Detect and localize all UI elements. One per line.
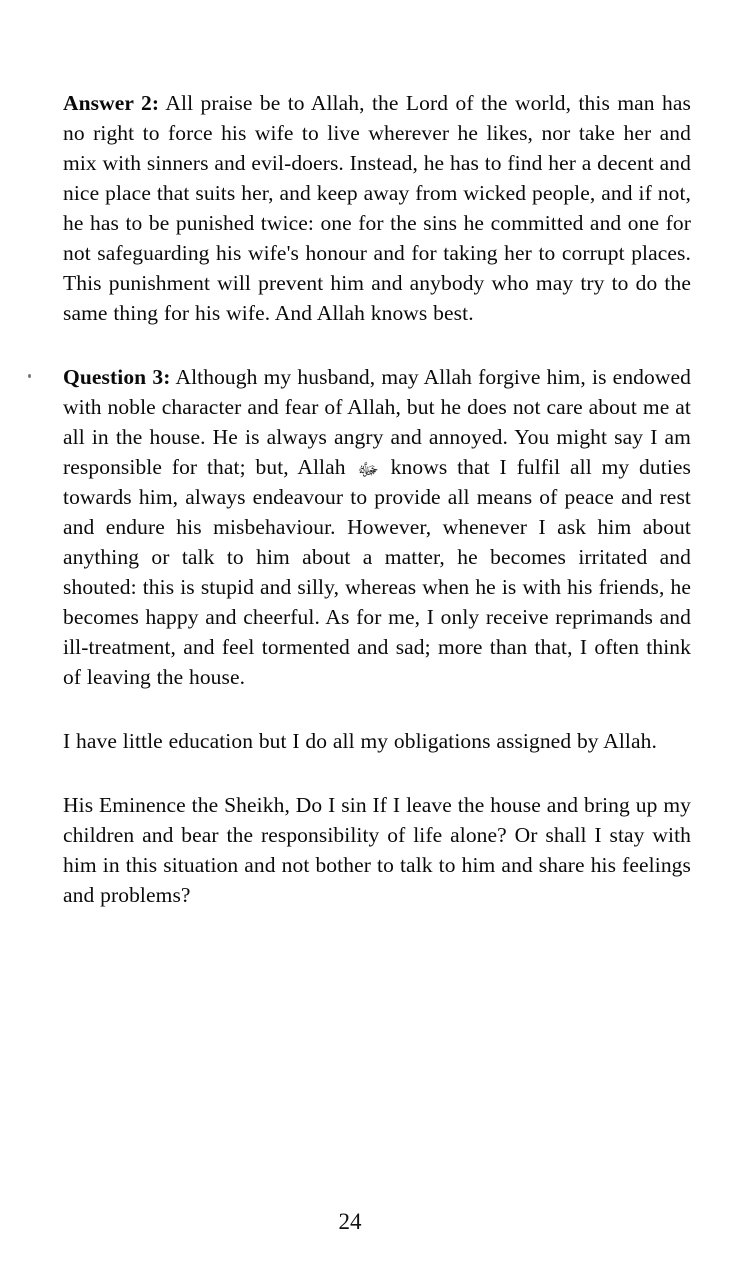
question-3-body-second: knows that I fulfil all my duties towards him, always endeavour to provide all means of peace and rest and endure his misbehaviour. However, whenever I ask him about anything or talk to him about a matter, he becomes irritated and shouted: this is stupid and silly, whereas when he is with his friends, he becomes happy and cheerful. As for me, I only receive reprimands and ill-treatment, and feel tormented and sad; more than that, I often think of leaving the house.: [63, 455, 691, 689]
page-text-block: [63, 88, 691, 910]
paragraph-answer-2: [63, 88, 691, 328]
page-number: 24: [338, 1209, 362, 1234]
paragraph-education-note: [63, 726, 691, 756]
education-note-body: I have little education but I do all my obligations assigned by Allah.: [63, 729, 657, 753]
eminence-question-body: His Eminence the Sheikh, Do I sin If I leave the house and bring up my children and bear the responsibility of life alone? Or shall I stay with him in this situation and not bother to talk to him and share his feelings and problems?: [63, 793, 691, 907]
paragraph-eminence-question: [63, 790, 691, 910]
paragraph-question-3: [63, 362, 691, 692]
question-3-body-first: Although my husband, may Allah forgive him, is endowed with noble character and fear of Allah, but he does not care about me at all in the house. He is always angry and annoyed. You might say I am responsible for that; but, Allah: [63, 365, 691, 479]
jalla-jalaluhu-honorific-icon: ﷻ: [357, 459, 379, 481]
scan-artifact-speck: [28, 374, 31, 378]
answer-2-body: All praise be to Allah, the Lord of the world, this man has no right to force his wife to live wherever he likes, nor take her and mix with sinners and evil-doers. Instead, he has to find her a decent and nice place that suits her, and keep away from wicked people, and if not, he has to be punished twice: one for the sins he committed and one for not safeguarding his wife's honour and for taking her to corrupt places. This punishment will prevent him and anybody who may try to do the same thing for his wife. And Allah knows best.: [63, 91, 691, 325]
question-3-heading: Question 3:: [63, 365, 171, 389]
answer-2-heading: Answer 2:: [63, 91, 160, 115]
